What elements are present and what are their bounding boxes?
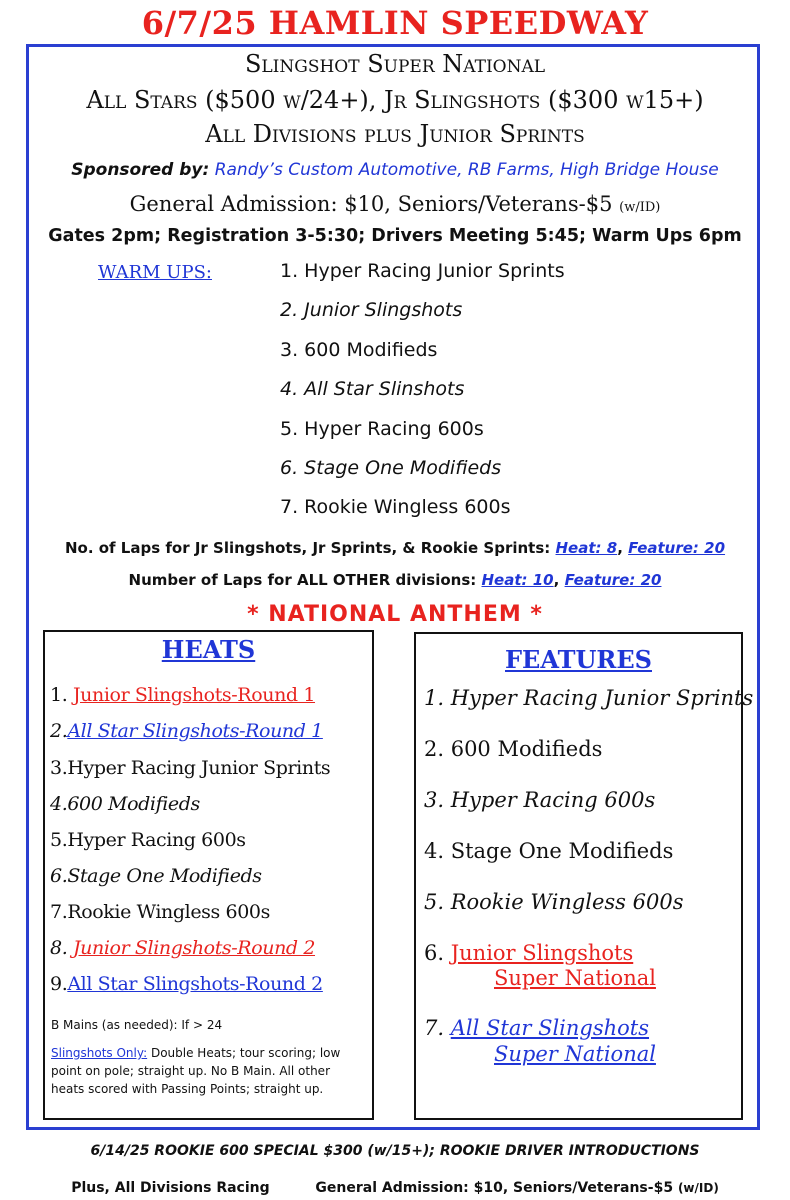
laps-other-feature[interactable]: Feature: 20 [564, 571, 662, 589]
feature-item-6 [424, 941, 633, 965]
feature-6-num: 6. [424, 941, 445, 965]
heat-item [50, 793, 200, 815]
heat-item [50, 720, 323, 742]
sponsor-names: Randy’s Custom Automotive, RB Farms, High Bridge House [214, 160, 719, 180]
heat-num: 6. [50, 865, 68, 887]
feature-item-7 [424, 1016, 649, 1040]
heat-item [50, 901, 270, 923]
laps-other-sep: , [553, 571, 560, 589]
header-line-1: Slingshot Super National [244, 50, 546, 78]
heat-item [50, 865, 262, 887]
header-line-2: All Stars ($500 w/24+), Jr Slingshots ($300 w15+) [86, 86, 704, 114]
header-line-3: All Divisions plus Junior Sprints [205, 120, 585, 148]
laps-other-heat[interactable]: Heat: 10 [481, 571, 554, 589]
heat-num: 3. [50, 757, 68, 779]
laps-junior-feature[interactable]: Feature: 20 [628, 539, 726, 557]
feature-7-line2-text[interactable]: Super National [494, 1042, 656, 1066]
page-title: 6/7/25 HAMLIN SPEEDWAY [141, 4, 649, 42]
warmup-item: 5. Hyper Racing 600s [280, 418, 484, 440]
heat-label[interactable]: Junior Slingshots-Round 2 [72, 937, 316, 959]
heats-title: HEATS [161, 635, 256, 664]
feature-7-num: 7. [424, 1016, 445, 1040]
admission-note: (w/ID) [619, 200, 661, 215]
heat-label: Hyper Racing 600s [67, 829, 246, 851]
bmains-note: B Mains (as needed): If > 24 [51, 1018, 223, 1032]
feature-item: 2. 600 Modifieds [424, 737, 603, 761]
slingshots-note-text: Double Heats; tour scoring; low point on pole; straight up. No B Main. All other heats scored with Passing Points; straight up. [51, 1046, 341, 1096]
national-anthem: * NATIONAL ANTHEM * [247, 602, 543, 627]
slingshots-note-label: Slingshots Only: [51, 1046, 148, 1060]
heat-label: Stage One Modifieds [67, 865, 262, 887]
footer-admission-note: (w/ID) [677, 1181, 719, 1195]
laps-other [0, 571, 790, 589]
heat-num: 9. [50, 973, 68, 995]
warmup-item: 6. Stage One Modifieds [280, 457, 502, 479]
laps-junior [0, 539, 790, 557]
heat-num: 4. [50, 793, 68, 815]
laps-junior-text: No. of Laps for Jr Slingshots, Jr Sprints, & Rookie Sprints: [64, 539, 551, 557]
feature-item: 3. Hyper Racing 600s [424, 788, 656, 812]
feature-6-line2-text[interactable]: Super National [494, 966, 656, 990]
heat-label: Hyper Racing Junior Sprints [67, 757, 331, 779]
footer-admission-text: General Admission: $10, Seniors/Veterans-$5 [315, 1180, 674, 1196]
feature-item: 4. Stage One Modifieds [424, 839, 674, 863]
warmup-item: 2. Junior Slingshots [280, 299, 463, 321]
feature-item: 1. Hyper Racing Junior Sprints [424, 686, 754, 710]
feature-item: 5. Rookie Wingless 600s [424, 890, 684, 914]
laps-junior-heat[interactable]: Heat: 8 [555, 539, 618, 557]
feature-6-line2 [494, 966, 656, 990]
slingshots-note [51, 1044, 366, 1098]
heat-label[interactable]: Junior Slingshots-Round 1 [72, 684, 316, 706]
gates-schedule: Gates 2pm; Registration 3-5:30; Drivers Meeting 5:45; Warm Ups 6pm [48, 226, 742, 246]
warmup-item: 1. Hyper Racing Junior Sprints [280, 260, 565, 282]
footer-admission [0, 1180, 790, 1196]
admission-general: General [129, 192, 215, 216]
heat-item [50, 973, 323, 995]
feature-7-line2 [494, 1042, 656, 1066]
laps-junior-sep: , [617, 539, 623, 557]
sponsor-label: Sponsored by: [71, 160, 210, 180]
footer-next-event: 6/14/25 ROOKIE 600 SPECIAL $300 (w/15+); ROOKIE DRIVER INTRODUCTIONS [90, 1143, 700, 1159]
heat-item [50, 684, 315, 706]
heat-item [50, 937, 315, 959]
footer-divisions: Plus, All Divisions Racing [71, 1180, 270, 1196]
feature-6-line1[interactable]: Junior Slingshots [450, 941, 634, 965]
feature-7-line1[interactable]: All Star Slingshots [450, 1016, 650, 1040]
warmup-item: 3. 600 Modifieds [280, 339, 438, 361]
admission-line [0, 192, 790, 216]
heat-label: Rookie Wingless 600s [67, 901, 270, 923]
sponsors-line [0, 160, 790, 180]
heat-num: 1. [50, 684, 68, 706]
heat-item [50, 829, 246, 851]
features-title: FEATURES [505, 645, 652, 674]
warmup-item: 4. All Star Slinshots [280, 378, 465, 400]
heat-item [50, 757, 330, 779]
heat-num: 5. [50, 829, 68, 851]
admission-text: Admission: $10, Seniors/Veterans-$5 [220, 192, 613, 216]
heat-label[interactable]: All Star Slingshots-Round 2 [67, 973, 323, 995]
heat-num: 8. [50, 937, 68, 959]
warmup-item: 7. Rookie Wingless 600s [280, 496, 511, 518]
heat-label: 600 Modifieds [67, 793, 200, 815]
heat-label[interactable]: All Star Slingshots-Round 1 [67, 720, 323, 742]
warmups-label: WARM UPS: [98, 262, 212, 283]
heat-num: 7. [50, 901, 68, 923]
laps-other-text: Number of Laps for ALL OTHER divisions: [128, 571, 477, 589]
heat-num: 2. [50, 720, 68, 742]
